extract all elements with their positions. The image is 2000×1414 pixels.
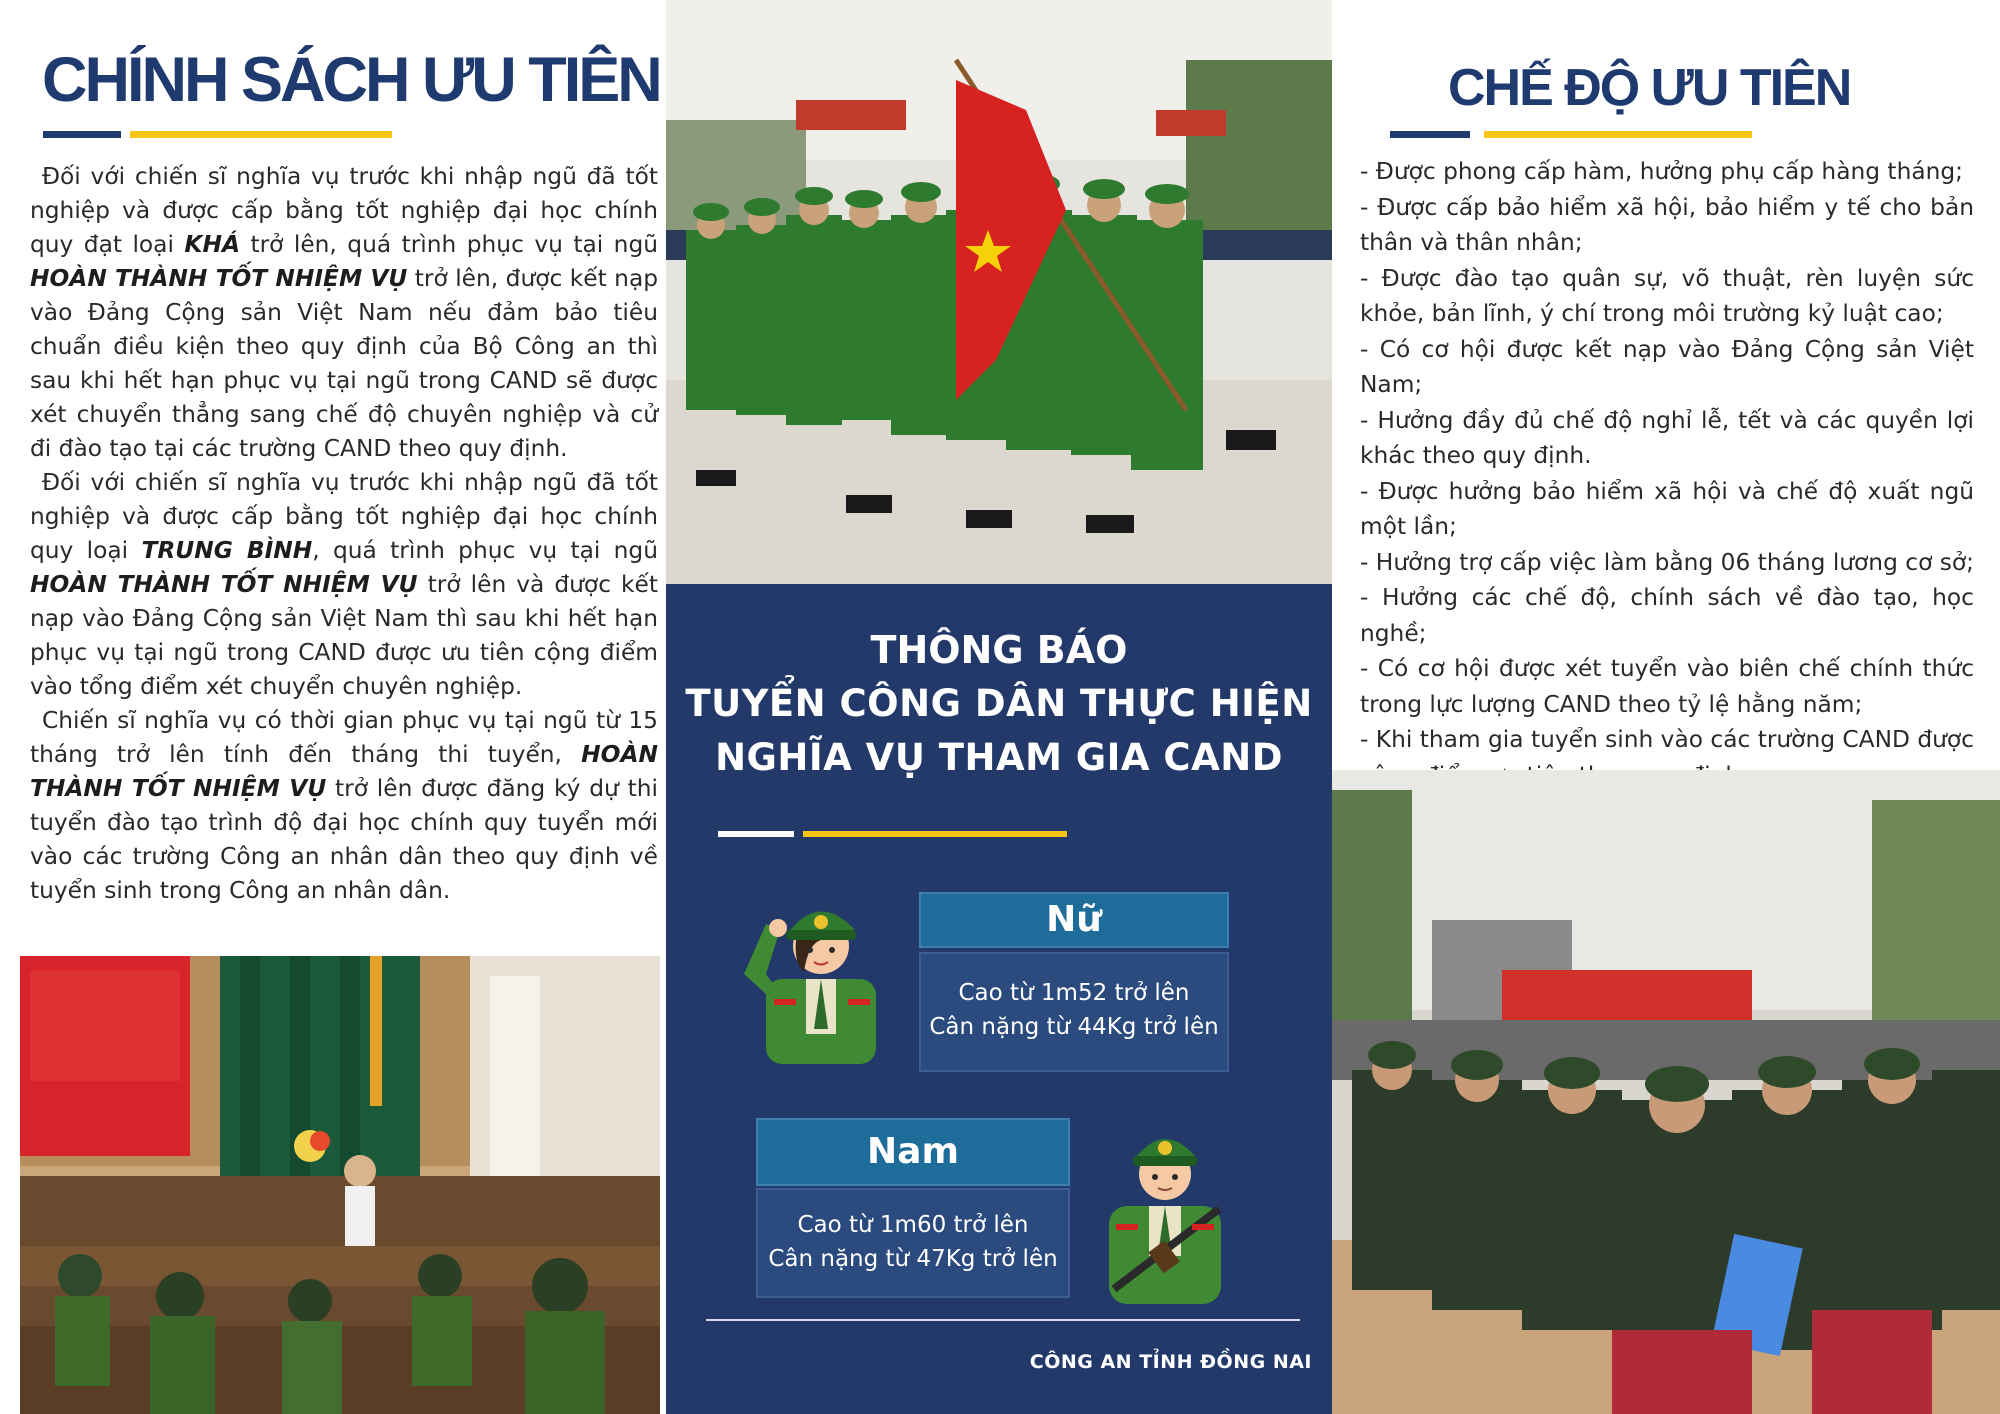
benefits-list: [1360, 154, 1974, 793]
benefit-item: - Được cấp bảo hiểm xã hội, bảo hiểm y tế cho bản thân và thân nhân;: [1360, 193, 1974, 256]
left-title-underline-navy: [43, 131, 121, 138]
female-card-header: Nữ: [919, 892, 1229, 948]
notice-subheading-1: TUYỂN CÔNG DÂN THỰC HIỆN: [685, 682, 1313, 725]
female-weight: Cân nặng từ 44Kg trở lên: [929, 1014, 1219, 1040]
notice-heading: THÔNG BÁO: [870, 628, 1128, 672]
organization-name: CÔNG AN TỈNH ĐỒNG NAI: [1029, 1351, 1312, 1373]
policy-paragraph-2: Đối với chiến sĩ nghĩa vụ trước khi nhập ngũ đã tốt nghiệp và được cấp bằng tốt nghiệp đại học chính quy loại TRUNG BÌNH, quá trình phục vụ tại ngũ HOÀN THÀNH TỐT NHIỆM VỤ trở lên và được kết nạp vào Đảng Cộng sản Việt Nam thì sau khi hết hạn phục vụ tại ngũ trong CAND được ưu tiên cộng điểm vào tổng điểm xét chuyển chuyên nghiệp.: [30, 469, 659, 700]
female-height: Cao từ 1m52 trở lên: [958, 980, 1190, 1006]
recruits-photo: [1332, 770, 2000, 1414]
right-title-underline-navy: [1390, 131, 1470, 138]
female-soldier-icon: [736, 884, 896, 1064]
panel-footer-line: [706, 1319, 1300, 1321]
notice-subheading-2: NGHĨA VỤ THAM GIA CAND: [715, 736, 1283, 779]
right-title-underline-yellow: [1484, 131, 1752, 138]
left-title: CHÍNH SÁCH ƯU TIÊN: [42, 45, 660, 115]
right-title: CHẾ ĐỘ ƯU TIÊN: [1448, 59, 1851, 117]
benefit-item: - Hưởng trợ cấp việc làm bằng 06 tháng lương cơ sở;: [1360, 548, 1974, 576]
recruits-illustration: [1332, 770, 2000, 1414]
policy-paragraph-3: Chiến sĩ nghĩa vụ có thời gian phục vụ tại ngũ từ 15 tháng trở lên tính đến tháng thi tuyển, HOÀN THÀNH TỐT NHIỆM VỤ trở lên được đăng ký dự thi tuyển đào tạo trình độ đại học chính quy tuyển mới vào các trường Công an nhân dân theo quy định về tuyển sinh trong Công an nhân dân.: [30, 707, 658, 904]
recruitment-panel: [666, 584, 1332, 1414]
emphasis: TRUNG BÌNH: [141, 537, 313, 564]
meeting-photo: [20, 956, 660, 1414]
male-soldier-icon: [1094, 1114, 1234, 1304]
benefit-item: - Được hưởng bảo hiểm xã hội và chế độ xuất ngũ một lần;: [1360, 477, 1974, 540]
meeting-illustration: [20, 956, 660, 1414]
male-height: Cao từ 1m60 trở lên: [797, 1212, 1029, 1238]
benefit-item: - Khi tham gia tuyển sinh vào các trường CAND được: [1360, 726, 1974, 753]
male-requirements: [756, 1188, 1070, 1298]
benefit-item: - Được đào tạo quân sự, võ thuật, rèn luyện sức khỏe, bản lĩnh, ý chí trong môi trường kỷ luật cao;: [1360, 264, 1974, 327]
benefit-item: - Có cơ hội được xét tuyển vào biên chế chính thức trong lực lượng CAND theo tỷ lệ hằng năm;: [1360, 655, 1974, 718]
parade-illustration: [666, 0, 1332, 584]
benefit-item: - Được phong cấp hàm, hưởng phụ cấp hàng tháng;: [1360, 158, 1964, 185]
emphasis: KHÁ: [184, 231, 240, 258]
panel-underline-white: [718, 831, 794, 837]
benefit-item: - Hưởng các chế độ, chính sách về đào tạo, học nghề;: [1360, 584, 1974, 647]
emphasis: HOÀN THÀNH TỐT NHIỆM VỤ: [30, 571, 418, 598]
benefit-item: - Có cơ hội được kết nạp vào Đảng Cộng sản Việt Nam;: [1360, 335, 1974, 398]
policy-text: [30, 160, 658, 908]
left-title-underline-yellow: [130, 131, 392, 138]
male-card-header: Nam: [756, 1118, 1070, 1186]
male-weight: Cân nặng từ 47Kg trở lên: [768, 1246, 1058, 1272]
emphasis: HOÀN THÀNH TỐT NHIỆM VỤ: [30, 741, 658, 802]
parade-photo: [666, 0, 1332, 584]
panel-underline-yellow: [803, 831, 1067, 837]
female-requirements: [919, 952, 1229, 1072]
policy-paragraph-1: Đối với chiến sĩ nghĩa vụ trước khi nhập ngũ đã tốt nghiệp và được cấp bằng tốt nghiệp đại học chính quy đạt loại KHÁ trở lên, quá trình phục vụ tại ngũ HOÀN THÀNH TỐT NHIỆM VỤ trở lên, được kết nạp vào Đảng Cộng sản Việt Nam nếu đảm bảo tiêu chuẩn điều kiện theo quy định của Bộ Công an thì sau khi hết hạn phục vụ tại ngũ trong CAND sẽ được xét chuyển thẳng sang chế độ chuyên nghiệp và cử đi đào tạo tại các trường CAND theo quy định.: [30, 163, 659, 462]
emphasis: HOÀN THÀNH TỐT NHIỆM VỤ: [30, 265, 408, 292]
benefit-item: - Hưởng đầy đủ chế độ nghỉ lễ, tết và các quyền lợi khác theo quy định.: [1360, 406, 1974, 469]
